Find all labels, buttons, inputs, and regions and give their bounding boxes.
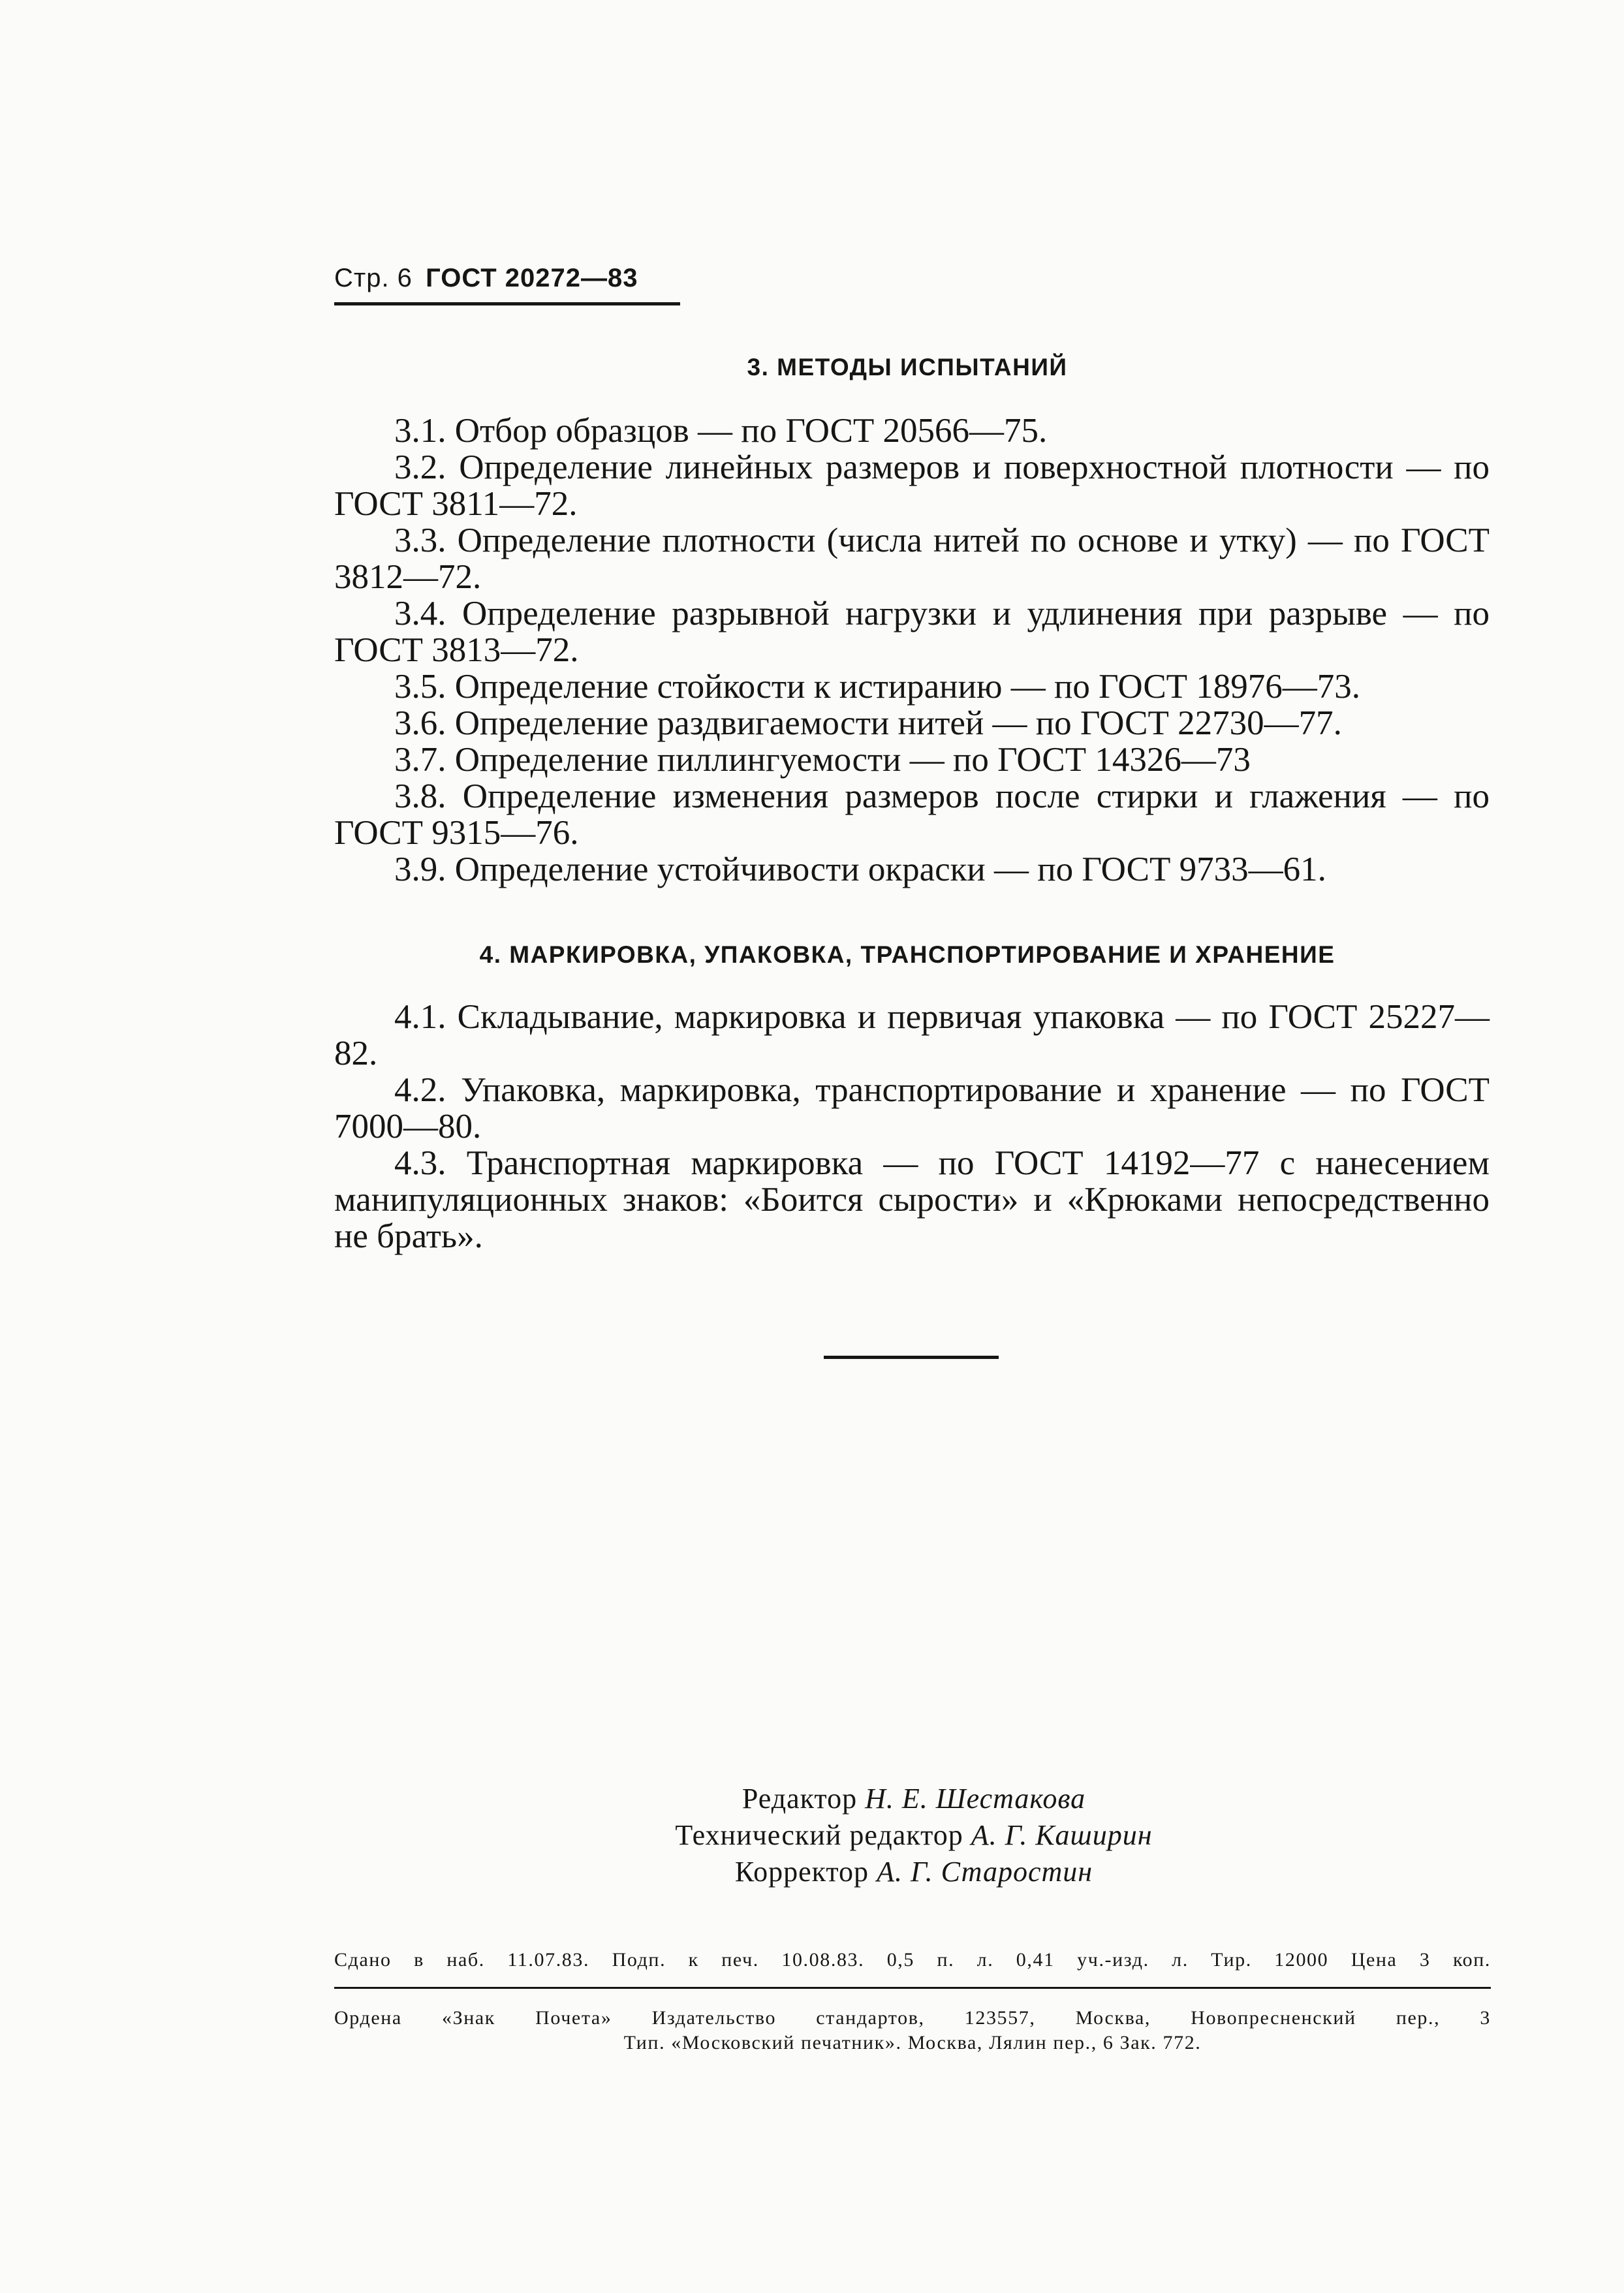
credit-tech-editor (640, 1817, 1188, 1854)
section-3-body (334, 413, 1490, 888)
standard-number: ГОСТ 20272—83 (426, 264, 638, 292)
credit-person: Н. Е. Шестакова (865, 1783, 1086, 1815)
credit-person: А. Г. Старостин (877, 1856, 1093, 1888)
credit-person: А. Г. Каширин (971, 1819, 1153, 1851)
item-3-4: 3.4. Определение разрывной нагрузки и удлинения при разрыве — по ГОСТ 3813—72. (334, 595, 1490, 669)
section-3-title: 3. МЕТОДЫ ИСПЫТАНИЙ (747, 354, 1068, 381)
item-4-3: 4.3. Транспортная маркировка — по ГОСТ 14192—77 с нанесением манипуляционных знаков: «Боится сырости» и «Крюками непосредственно не брать». (334, 1144, 1490, 1255)
item-3-9: 3.9. Определение устойчивости окраски — по ГОСТ 9733—61. (394, 850, 1326, 888)
header-rule (334, 302, 680, 305)
section-4-title: 4. МАРКИРОВКА, УПАКОВКА, ТРАНСПОРТИРОВАНИЕ И ХРАНЕНИЕ (479, 941, 1335, 968)
imprint-printer: Тип. «Московский печатник». Москва, Лялин пер., 6 Зак. 772. (623, 2032, 1202, 2053)
item-3-7: 3.7. Определение пиллингуемости — по ГОСТ 14326—73 (394, 741, 1251, 779)
item-4-1: 4.1. Складывание, маркировка и первичая упаковка — по ГОСТ 25227—82. (334, 998, 1490, 1072)
credit-role: Редактор (742, 1783, 858, 1815)
credit-proofreader (640, 1854, 1188, 1890)
item-3-8: 3.8. Определение изменения размеров после стирки и глажения — по ГОСТ 9315—76. (334, 777, 1490, 852)
page-number: Стр. 6 (334, 264, 413, 292)
item-3-5: 3.5. Определение стойкости к истиранию — по ГОСТ 18976—73. (394, 668, 1361, 706)
imprint-submitted: Сдано в наб. 11.07.83. Подп. к печ. 10.08.83. 0,5 п. л. 0,41 уч.-изд. л. Тир. 12000 Цена 3 коп. (334, 1949, 1491, 1971)
item-4-2: 4.2. Упаковка, маркировка, транспортирование и хранение — по ГОСТ 7000—80. (334, 1071, 1490, 1146)
item-3-6: 3.6. Определение раздвигаемости нитей — по ГОСТ 22730—77. (394, 704, 1342, 742)
imprint-publisher: Ордена «Знак Почета» Издательство стандартов, 123557, Москва, Новопресненский пер., 3 (334, 2007, 1491, 2029)
credit-role: Технический редактор (675, 1819, 963, 1851)
end-rule (824, 1356, 999, 1359)
item-3-2: 3.2. Определение линейных размеров и поверхностной плотности — по ГОСТ 3811—72. (334, 448, 1490, 523)
page-header (334, 264, 638, 293)
item-3-1: 3.1. Отбор образцов — по ГОСТ 20566—75. (394, 412, 1048, 450)
imprint-rule (334, 1987, 1491, 1989)
credit-role: Корректор (734, 1856, 869, 1888)
section-4-body (334, 999, 1490, 1255)
credit-editor (640, 1781, 1188, 1817)
credits (640, 1781, 1188, 1890)
item-3-3: 3.3. Определение плотности (числа нитей по основе и утку) — по ГОСТ 3812—72. (334, 522, 1490, 596)
